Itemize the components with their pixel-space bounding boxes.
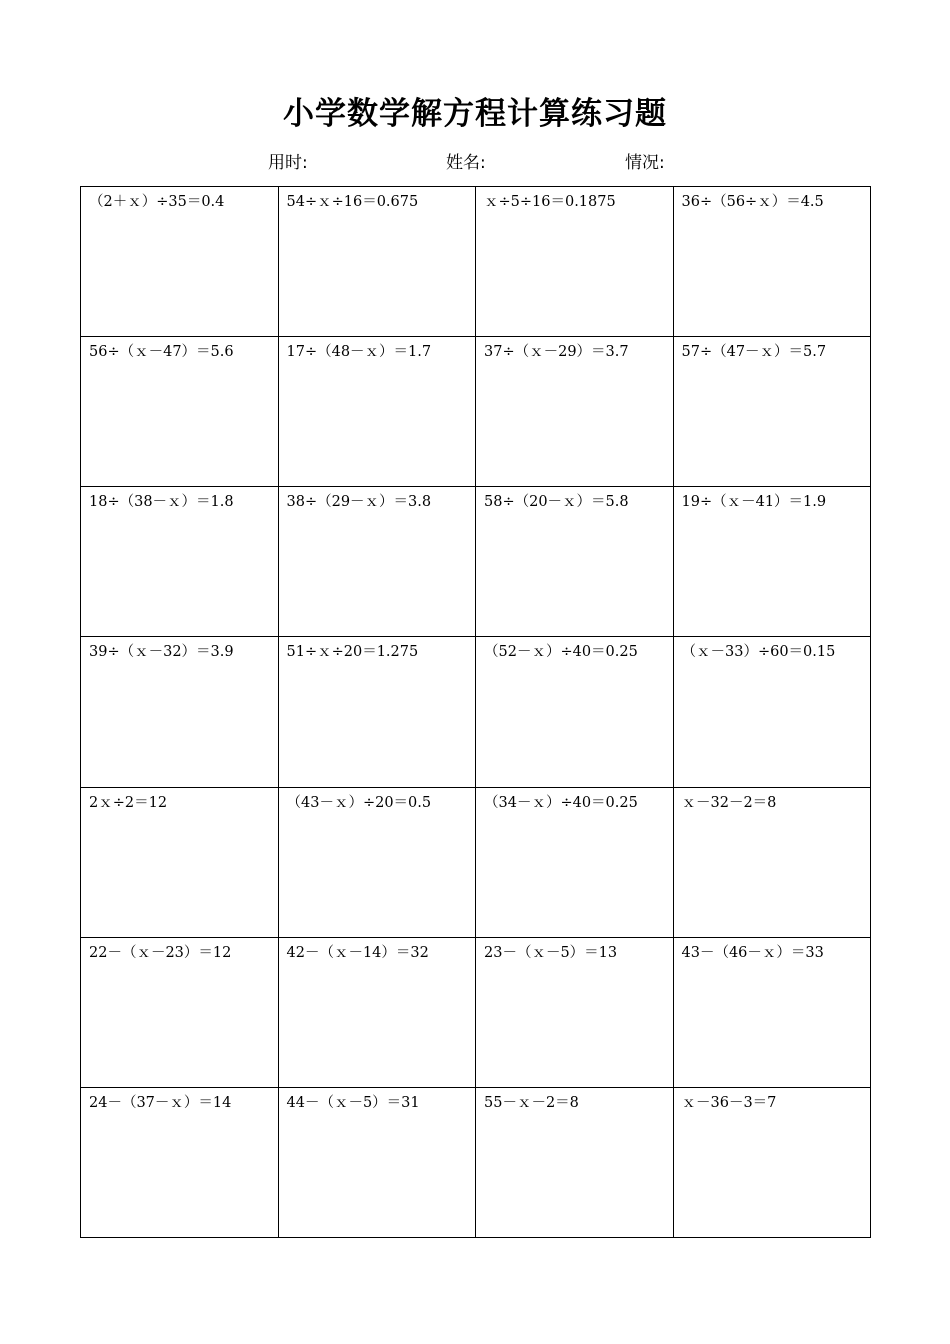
problem-cell: （34－ｘ）÷40＝0.25: [476, 787, 674, 937]
problem-cell: 17÷（48－ｘ）＝1.7: [278, 337, 476, 487]
problem-cell: （2＋ｘ）÷35＝0.4: [81, 187, 279, 337]
problem-row: [81, 487, 871, 637]
problem-row: [81, 787, 871, 937]
problem-cell: 18÷（38－ｘ）＝1.8: [81, 487, 279, 637]
problem-cell: 38÷（29－ｘ）＝3.8: [278, 487, 476, 637]
problem-row: [81, 637, 871, 787]
problem-cell: 24－（37－ｘ）＝14: [81, 1087, 279, 1237]
problem-cell: 22－（ｘ－23）＝12: [81, 937, 279, 1087]
problem-cell: 19÷（ｘ－41）＝1.9: [673, 487, 871, 637]
problem-cell: 36÷（56÷ｘ）＝4.5: [673, 187, 871, 337]
worksheet-title: 小学数学解方程计算练习题: [283, 96, 667, 132]
problem-cell: 54÷ｘ÷16＝0.675: [278, 187, 476, 337]
problem-cell: 51÷ｘ÷20＝1.275: [278, 637, 476, 787]
name-label: 姓名:: [446, 153, 486, 173]
problem-cell: 39÷（ｘ－32）＝3.9: [81, 637, 279, 787]
problem-cell: 42－（ｘ－14）＝32: [278, 937, 476, 1087]
problem-cell: ｘ÷5÷16＝0.1875: [476, 187, 674, 337]
status-label: 情况:: [625, 153, 665, 173]
problem-row: [81, 937, 871, 1087]
problem-cell: （52－ｘ）÷40＝0.25: [476, 637, 674, 787]
time-label: 用时:: [268, 153, 308, 173]
problem-cell: 57÷（47－ｘ）＝5.7: [673, 337, 871, 487]
info-row: [0, 150, 950, 176]
problem-cell: ｘ－36－3＝7: [673, 1087, 871, 1237]
problem-cell: 43－（46－ｘ）＝33: [673, 937, 871, 1087]
problem-row: [81, 187, 871, 337]
problem-grid: [80, 186, 871, 1238]
problem-cell: 56÷（ｘ－47）＝5.6: [81, 337, 279, 487]
problem-cell: 23－（ｘ－5）＝13: [476, 937, 674, 1087]
problem-cell: ｘ－32－2＝8: [673, 787, 871, 937]
problem-cell: 2ｘ÷2＝12: [81, 787, 279, 937]
problem-cell: （ｘ－33）÷60＝0.15: [673, 637, 871, 787]
problem-cell: （43－ｘ）÷20＝0.5: [278, 787, 476, 937]
problem-row: [81, 1087, 871, 1237]
problem-cell: 58÷（20－ｘ）＝5.8: [476, 487, 674, 637]
problem-row: [81, 337, 871, 487]
problem-cell: 44－（ｘ－5）＝31: [278, 1087, 476, 1237]
problem-cell: 37÷（ｘ－29）＝3.7: [476, 337, 674, 487]
problem-cell: 55－ｘ－2＝8: [476, 1087, 674, 1237]
